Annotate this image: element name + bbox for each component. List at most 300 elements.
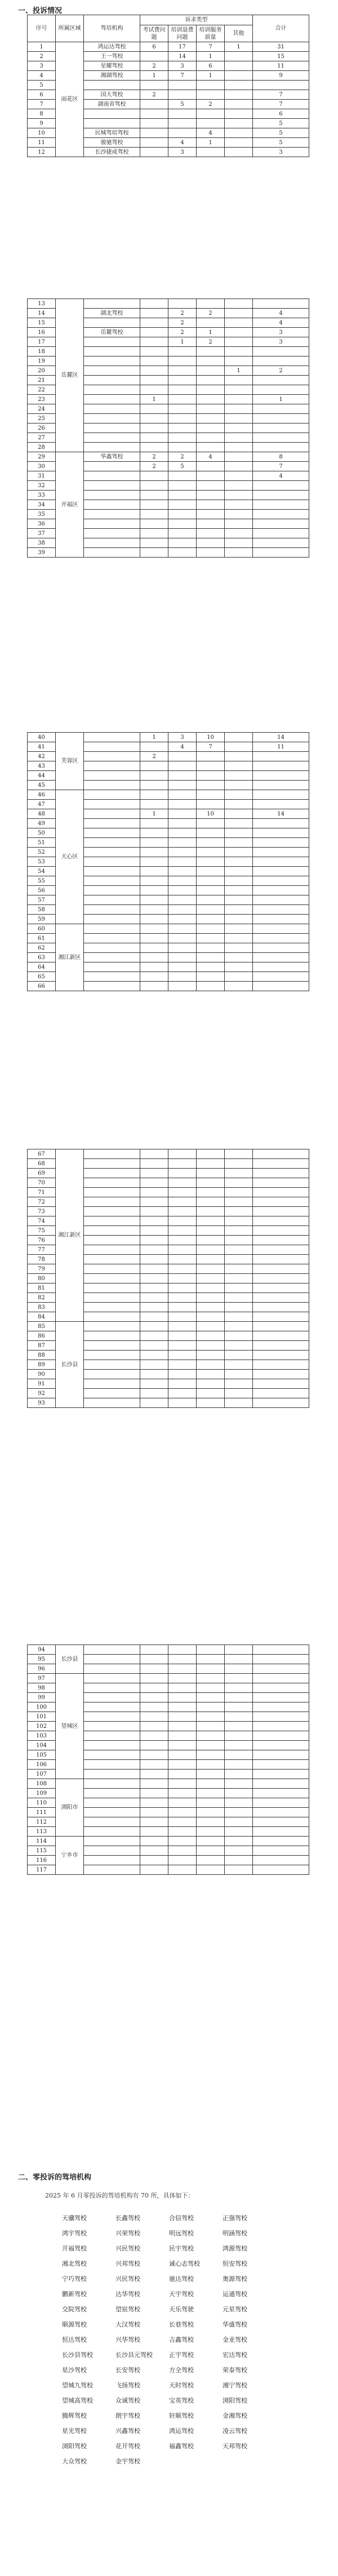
header-seq: 序号 [28, 15, 56, 42]
row-total: 11 [253, 742, 309, 752]
row-service [197, 1741, 225, 1750]
row-seq: 70 [28, 1178, 56, 1188]
row-total: 9 [253, 71, 309, 81]
row-total [253, 424, 309, 433]
row-refund [168, 1808, 197, 1817]
row-total: 5 [253, 119, 309, 128]
row-exam-fee [140, 1264, 168, 1274]
row-other [225, 376, 253, 385]
row-service [197, 915, 225, 924]
row-other [225, 1798, 253, 1808]
row-seq: 36 [28, 519, 56, 529]
row-school [84, 481, 140, 491]
row-refund [168, 443, 197, 452]
row-total: 4 [253, 471, 309, 481]
row-exam-fee [140, 1379, 168, 1389]
row-region: 宁乡市 [56, 1837, 84, 1875]
row-exam-fee [140, 548, 168, 558]
row-other [225, 128, 253, 138]
zero-school-item: 兴民驾校 [115, 2245, 140, 2252]
row-other [225, 1770, 253, 1779]
zero-school-item: 宝英驾校 [169, 2397, 194, 2404]
row-service [197, 1331, 225, 1341]
row-exam-fee [140, 1722, 168, 1731]
row-other [225, 1837, 253, 1846]
row-exam-fee [140, 800, 168, 809]
row-school [84, 1312, 140, 1322]
row-exam-fee [140, 1789, 168, 1798]
zero-school-row [62, 2393, 276, 2408]
row-refund [168, 943, 197, 953]
row-refund: 3 [168, 733, 197, 742]
row-total [253, 1817, 309, 1827]
row-other [225, 895, 253, 905]
row-total [253, 771, 309, 781]
row-total: 8 [253, 452, 309, 462]
row-school [84, 943, 140, 953]
row-service [197, 1664, 225, 1674]
row-refund [168, 414, 197, 424]
row-service [197, 471, 225, 481]
row-service: 4 [197, 128, 225, 138]
row-refund: 2 [168, 328, 197, 337]
row-refund [168, 819, 197, 828]
row-refund [168, 1341, 197, 1351]
row-other [225, 1856, 253, 1865]
row-total [253, 356, 309, 366]
row-school [84, 491, 140, 500]
zero-school-item: 运通驾校 [223, 2290, 247, 2298]
row-total [253, 1360, 309, 1370]
row-school [84, 395, 140, 404]
row-service [197, 376, 225, 385]
zero-school-item: 长安驾校 [115, 2366, 140, 2374]
row-exam-fee [140, 510, 168, 519]
row-other [225, 1360, 253, 1370]
row-exam-fee [140, 1683, 168, 1693]
row-total [253, 1712, 309, 1722]
row-total [253, 529, 309, 538]
row-total [253, 1770, 309, 1779]
row-refund: 7 [168, 71, 197, 81]
row-other [225, 742, 253, 752]
zero-school-item: 湘北驾校 [62, 2260, 87, 2267]
row-service: 2 [197, 309, 225, 318]
row-school [84, 1207, 140, 1216]
row-other [225, 356, 253, 366]
row-exam-fee [140, 347, 168, 356]
row-school [84, 1169, 140, 1178]
row-other [225, 328, 253, 337]
row-exam-fee [140, 1169, 168, 1178]
row-school [84, 972, 140, 982]
row-exam-fee: 1 [140, 71, 168, 81]
row-total [253, 481, 309, 491]
row-total: 31 [253, 42, 309, 52]
row-refund [168, 982, 197, 991]
row-service: 10 [197, 809, 225, 819]
row-total [253, 1389, 309, 1398]
row-exam-fee [140, 519, 168, 529]
row-refund [168, 790, 197, 800]
row-total [253, 962, 309, 972]
row-service [197, 886, 225, 895]
row-refund [168, 972, 197, 982]
row-school [84, 1789, 140, 1798]
zero-school-item: 花开驾校 [115, 2443, 140, 2450]
row-refund [168, 915, 197, 924]
row-other [225, 510, 253, 519]
row-exam-fee: 6 [140, 42, 168, 52]
row-exam-fee [140, 433, 168, 443]
row-refund [168, 752, 197, 761]
row-exam-fee [140, 1312, 168, 1322]
row-seq: 50 [28, 828, 56, 838]
row-exam-fee [140, 1245, 168, 1255]
row-school [84, 1731, 140, 1741]
row-refund [168, 1255, 197, 1264]
row-seq: 6 [28, 90, 56, 100]
row-service [197, 1798, 225, 1808]
row-seq: 3 [28, 61, 56, 71]
row-seq: 17 [28, 337, 56, 347]
row-exam-fee [140, 128, 168, 138]
row-refund [168, 1389, 197, 1398]
zero-school-item: 长鑫驾校 [115, 2214, 140, 2222]
row-total [253, 1741, 309, 1750]
row-exam-fee: 1 [140, 395, 168, 404]
row-refund [168, 128, 197, 138]
zero-school-item: 顺源驾校 [62, 2321, 87, 2328]
zero-school-row [62, 2271, 276, 2287]
row-seq: 81 [28, 1283, 56, 1293]
row-other [225, 1322, 253, 1331]
row-refund [168, 1312, 197, 1322]
row-exam-fee: 2 [140, 61, 168, 71]
row-school [84, 1236, 140, 1245]
row-total [253, 1274, 309, 1283]
row-total [253, 1731, 309, 1741]
row-seq: 104 [28, 1741, 56, 1750]
row-refund [168, 1837, 197, 1846]
row-seq: 44 [28, 771, 56, 781]
row-seq: 29 [28, 452, 56, 462]
zero-school-item: 天乐驾驶 [169, 2306, 194, 2313]
row-school [84, 1351, 140, 1360]
row-seq: 22 [28, 385, 56, 395]
row-refund [168, 1693, 197, 1703]
row-seq: 38 [28, 538, 56, 548]
row-total [253, 1255, 309, 1264]
row-other [225, 1655, 253, 1664]
row-other [225, 924, 253, 934]
row-refund [168, 800, 197, 809]
row-refund: 4 [168, 742, 197, 752]
row-other [225, 1178, 253, 1188]
row-total [253, 1379, 309, 1389]
header-school: 驾培机构 [84, 15, 140, 42]
zero-school-item: 长沙县驾校 [62, 2351, 93, 2359]
row-service [197, 109, 225, 119]
row-school [84, 538, 140, 548]
row-refund [168, 376, 197, 385]
row-exam-fee [140, 1197, 168, 1207]
row-school [84, 385, 140, 395]
row-seq: 31 [28, 471, 56, 481]
row-refund [168, 771, 197, 781]
zero-school-item: 达华驾校 [115, 2290, 140, 2298]
row-exam-fee [140, 781, 168, 790]
row-region: 望城区 [56, 1674, 84, 1779]
row-school: 民城驾培驾校 [84, 128, 140, 138]
row-seq: 21 [28, 376, 56, 385]
row-total [253, 519, 309, 529]
row-seq: 33 [28, 491, 56, 500]
row-total: 14 [253, 733, 309, 742]
row-school: 湖南省驾校 [84, 100, 140, 109]
row-total: 3 [253, 148, 309, 157]
row-school [84, 1389, 140, 1398]
row-seq: 25 [28, 414, 56, 424]
row-seq: 27 [28, 433, 56, 443]
row-refund [168, 395, 197, 404]
zero-school-item [169, 2454, 223, 2469]
row-other [225, 1741, 253, 1750]
row-seq: 5 [28, 81, 56, 90]
zero-school-row [62, 2302, 276, 2317]
row-other [225, 1808, 253, 1817]
row-exam-fee [140, 1703, 168, 1712]
row-other [225, 972, 253, 982]
row-service [197, 752, 225, 761]
row-refund [168, 1274, 197, 1283]
row-service [197, 828, 225, 838]
row-other [225, 404, 253, 414]
row-total [253, 982, 309, 991]
row-seq: 78 [28, 1255, 56, 1264]
row-other [225, 857, 253, 867]
row-total [253, 414, 309, 424]
row-seq: 86 [28, 1331, 56, 1341]
row-exam-fee [140, 1712, 168, 1722]
row-school [84, 1178, 140, 1188]
row-school: 湘湖驾校 [84, 71, 140, 81]
row-service [197, 1159, 225, 1169]
row-school [84, 895, 140, 905]
row-exam-fee [140, 424, 168, 433]
row-total: 5 [253, 128, 309, 138]
row-school [84, 1293, 140, 1303]
row-refund [168, 1789, 197, 1798]
row-school [84, 742, 140, 752]
row-exam-fee [140, 1236, 168, 1245]
row-school [84, 119, 140, 128]
row-other [225, 90, 253, 100]
row-refund: 3 [168, 148, 197, 157]
row-school [84, 934, 140, 943]
row-school [84, 1645, 140, 1655]
row-other [225, 385, 253, 395]
row-service [197, 1770, 225, 1779]
row-refund [168, 848, 197, 857]
row-seq: 66 [28, 982, 56, 991]
row-exam-fee [140, 1293, 168, 1303]
row-exam-fee [140, 414, 168, 424]
zero-school-item: 浏阳驾校 [223, 2397, 247, 2404]
table-row [28, 42, 309, 52]
row-total: 2 [253, 366, 309, 376]
zero-school-row [62, 2241, 276, 2256]
row-exam-fee [140, 538, 168, 548]
zero-school-item: 恒安驾校 [223, 2260, 247, 2267]
row-total [253, 538, 309, 548]
zero-school-item: 星沙驾校 [62, 2366, 87, 2374]
row-school [84, 519, 140, 529]
row-service [197, 1207, 225, 1216]
row-refund [168, 471, 197, 481]
row-refund [168, 924, 197, 934]
row-school [84, 462, 140, 471]
zero-school-item: 驰达驾校 [169, 2275, 194, 2283]
row-school [84, 1226, 140, 1236]
row-seq: 97 [28, 1674, 56, 1683]
row-other [225, 953, 253, 962]
row-service [197, 771, 225, 781]
row-refund [168, 538, 197, 548]
row-other [225, 1712, 253, 1722]
row-exam-fee [140, 1303, 168, 1312]
table-row [28, 1322, 309, 1331]
row-other [225, 1789, 253, 1798]
row-total [253, 790, 309, 800]
row-service [197, 424, 225, 433]
row-other [225, 819, 253, 828]
row-exam-fee [140, 962, 168, 972]
row-service [197, 1293, 225, 1303]
row-refund [168, 119, 197, 128]
row-service [197, 385, 225, 395]
row-refund [168, 1283, 197, 1293]
row-service [197, 962, 225, 972]
row-total [253, 781, 309, 790]
row-school [84, 800, 140, 809]
row-total [253, 1827, 309, 1837]
row-refund: 2 [168, 318, 197, 328]
row-service [197, 510, 225, 519]
row-region: 长沙县 [56, 1645, 84, 1674]
row-seq: 112 [28, 1817, 56, 1827]
row-total [253, 915, 309, 924]
row-refund [168, 1750, 197, 1760]
row-refund [168, 838, 197, 848]
row-refund [168, 90, 197, 100]
row-seq: 48 [28, 809, 56, 819]
zero-school-item: 鸿运驾校 [169, 2427, 194, 2435]
zero-complaint-intro: 2025 年 6 月零投诉的驾培机构有 70 所，具体如下： [45, 2192, 194, 2199]
row-total [253, 1188, 309, 1197]
row-other [225, 1188, 253, 1197]
row-exam-fee [140, 1741, 168, 1750]
row-other [225, 1293, 253, 1303]
row-service [197, 1370, 225, 1379]
row-seq: 77 [28, 1245, 56, 1255]
row-other [225, 943, 253, 953]
row-school [84, 1322, 140, 1331]
row-service [197, 538, 225, 548]
row-total [253, 385, 309, 395]
section-1-title: 一、投诉情况 [18, 7, 63, 15]
row-service [197, 1789, 225, 1798]
row-other [225, 1645, 253, 1655]
row-service [197, 395, 225, 404]
row-refund [168, 491, 197, 500]
row-refund [168, 962, 197, 972]
row-school [84, 1798, 140, 1808]
row-refund [168, 886, 197, 895]
row-school: 国大驾校 [84, 90, 140, 100]
row-refund: 5 [168, 100, 197, 109]
row-exam-fee [140, 1645, 168, 1655]
row-seq: 95 [28, 1655, 56, 1664]
row-exam-fee [140, 148, 168, 157]
row-seq: 92 [28, 1389, 56, 1398]
row-exam-fee [140, 1693, 168, 1703]
row-service [197, 529, 225, 538]
row-refund [168, 761, 197, 771]
row-service [197, 81, 225, 90]
row-service [197, 491, 225, 500]
complaint-table-page-1 [27, 15, 309, 157]
row-service [197, 1731, 225, 1741]
row-service: 1 [197, 138, 225, 148]
row-refund: 5 [168, 462, 197, 471]
row-service [197, 433, 225, 443]
zero-school-item: 金宇驾校 [115, 2458, 140, 2465]
row-total: 15 [253, 52, 309, 61]
zero-school-row [62, 2454, 276, 2469]
row-service [197, 481, 225, 491]
row-total [253, 1197, 309, 1207]
row-exam-fee [140, 1188, 168, 1197]
row-refund: 2 [168, 452, 197, 462]
row-school [84, 424, 140, 433]
row-other [225, 462, 253, 471]
row-total [253, 1664, 309, 1674]
row-seq: 41 [28, 742, 56, 752]
zero-school-item: 正宇驾校 [169, 2351, 194, 2359]
zero-school-item: 飞扬驾校 [115, 2382, 140, 2389]
row-school [84, 337, 140, 347]
row-seq: 42 [28, 752, 56, 761]
row-school [84, 366, 140, 376]
row-service [197, 1712, 225, 1722]
row-seq: 10 [28, 128, 56, 138]
row-total [253, 1159, 309, 1169]
row-school: 骏驰驾校 [84, 138, 140, 148]
row-seq: 114 [28, 1837, 56, 1846]
row-service [197, 1779, 225, 1789]
row-exam-fee [140, 366, 168, 376]
row-total [253, 838, 309, 848]
zero-school-item: 凌云驾校 [223, 2427, 247, 2435]
row-total [253, 934, 309, 943]
row-other [225, 119, 253, 128]
row-seq: 55 [28, 876, 56, 886]
row-total [253, 828, 309, 838]
row-other [225, 548, 253, 558]
row-refund [168, 347, 197, 356]
row-other [225, 337, 253, 347]
